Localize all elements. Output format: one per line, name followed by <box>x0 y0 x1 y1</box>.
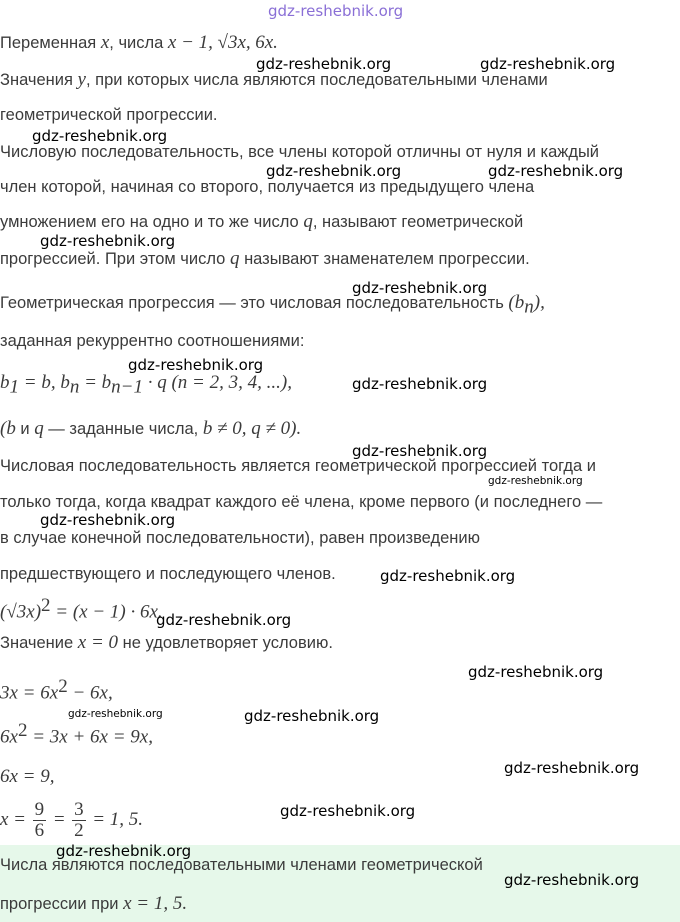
definition-line-6: заданная рекуррентно соотношениями: <box>0 332 305 350</box>
watermark: gdz-reshebnik.org <box>480 55 616 73</box>
watermark: gdz-reshebnik.org <box>156 611 292 629</box>
watermark: gdz-reshebnik.org <box>488 475 583 487</box>
watermark: gdz-reshebnik.org <box>266 162 402 180</box>
watermark: gdz-reshebnik.org <box>244 707 380 725</box>
condition-note: Значение x = 0 не удовлетворяет условию. <box>0 632 333 653</box>
definition-line-1: Числовую последовательность, все члены которой отличны от нуля и каждый <box>0 143 600 161</box>
watermark: gdz-reshebnik.org <box>32 127 168 145</box>
answer-line-2: прогрессии при x = 1, 5. <box>0 893 188 914</box>
watermark: gdz-reshebnik.org <box>280 802 416 820</box>
watermark: gdz-reshebnik.org <box>504 871 640 889</box>
watermark: gdz-reshebnik.org <box>352 442 488 460</box>
equation-4: 6x = 9, <box>0 766 55 787</box>
watermark: gdz-reshebnik.org <box>40 511 176 529</box>
equation-3: $6x^2 = 3x + 6x = 9x$, <box>0 720 153 748</box>
watermark-top[interactable]: gdz-reshebnik.org <box>268 2 404 20</box>
recurrence-formula: $b_1 = b$, $b_n = b_{n-1} \cdot q$ (n = 2, 3, 4, ...), <box>0 372 292 398</box>
property-line-1: Числовая последовательность является геометрической прогрессией тогда и <box>0 457 597 475</box>
watermark: gdz-reshebnik.org <box>488 162 624 180</box>
watermark: gdz-reshebnik.org <box>352 279 488 297</box>
watermark: gdz-reshebnik.org <box>256 55 392 73</box>
definition-line-4: прогрессией. При этом число q называют знаменателем прогрессии. <box>0 248 530 269</box>
equation-1: $(√3x)^2 = (x - 1) \cdot 6x$. <box>0 595 163 623</box>
definition-line-3: умножением его на одно и то же число q, называют геометрической <box>0 211 524 232</box>
watermark: gdz-reshebnik.org <box>40 232 176 250</box>
watermark: gdz-reshebnik.org <box>504 759 640 777</box>
watermark: gdz-reshebnik.org <box>468 663 604 681</box>
fraction-9-6: $\frac{9}{6}$ <box>34 799 45 842</box>
property-line-3: в случае конечной последовательности), равен произведению <box>0 529 480 547</box>
problem-statement-line-2: Значения y, при которых числа являются последовательными членами <box>0 69 548 90</box>
property-line-4: предшествующего и последующего членов. <box>0 565 336 583</box>
watermark: gdz-reshebnik.org <box>68 708 163 720</box>
watermark: gdz-reshebnik.org <box>128 356 264 374</box>
fraction-3-2: $\frac{3}{2}$ <box>74 799 84 842</box>
watermark: gdz-reshebnik.org <box>380 567 516 585</box>
definition-line-2: член которой, начиная со второго, получается из предыдущего члена <box>0 178 535 196</box>
equation-5: x = $\frac{9}{6}$ = $\frac{3}{2}$ = 1, 5. <box>0 799 144 842</box>
watermark: gdz-reshebnik.org <box>56 842 192 860</box>
watermark: gdz-reshebnik.org <box>352 375 488 393</box>
answer-line-1: Числа являются последовательными членами геометрической <box>0 856 483 874</box>
definition-line-5: Геометрическая прогрессия — это числовая последовательность $(b_n)$, <box>0 292 545 318</box>
recurrence-conditions: (b и q — заданные числа, b ≠ 0, q ≠ 0). <box>0 418 302 439</box>
equation-2: $3x = 6x^2 - 6x$, <box>0 676 113 704</box>
problem-statement-line-3: геометрической прогрессии. <box>0 106 218 124</box>
property-line-2: только тогда, когда квадрат каждого её члена, кроме первого (и последнего — <box>0 493 603 511</box>
problem-statement-line-1: Переменная x, числа x − 1, √3x, 6x. <box>0 32 278 53</box>
